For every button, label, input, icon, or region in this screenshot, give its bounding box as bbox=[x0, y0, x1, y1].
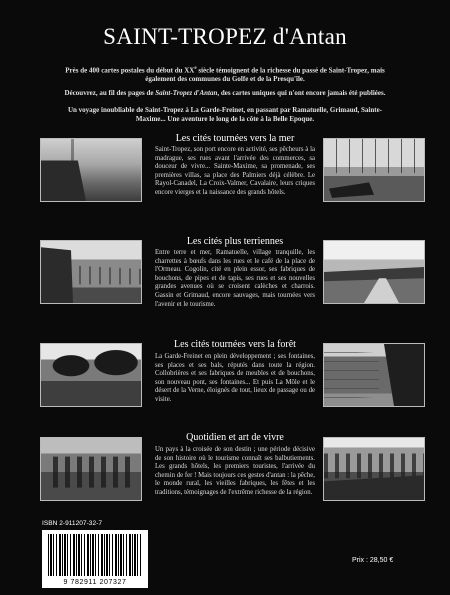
section-text-quotidien: Un pays à la croisée de son destin ; une période décisive de son histoire où le tourisme connaît ses balbutiements. Les grands hôtels, les premiers touristes, l'arrivée du chemin de fer ! Mais toujours ces gestes d'antan : la pêche, le monde rural, les vieilles fabriques, les fêtes et les traditions, témoignages de l'extrême richesse de la région. bbox=[155, 446, 315, 496]
section-mer bbox=[40, 133, 426, 223]
section-terre bbox=[40, 234, 426, 324]
section-text-foret: La Garde-Freinet en plein développement ; ses fontaines, ses places et ses bals, réputés dans toute la région. Collobrières et ses fabriques de meubles et de bouchons, son nouveau pont, ses fontaines... Et puis La Môle et le désert de la Verne, éloignés de tout, lieux de passage ou de visite. bbox=[155, 353, 315, 403]
section-title-quotidien: Quotidien et art de vivre bbox=[186, 432, 284, 443]
title-main: SAINT-TROPEZ bbox=[103, 24, 267, 49]
photo-village-road bbox=[323, 240, 425, 304]
section-title-mer: Les cités tournées vers la mer bbox=[175, 133, 295, 144]
barcode bbox=[42, 530, 148, 588]
barcode-digits: 9 782911 207327 bbox=[63, 579, 127, 586]
isbn-text: ISBN 2-911207-32-7 bbox=[42, 520, 102, 527]
book-title bbox=[0, 24, 450, 50]
section-text-terre: Entre terre et mer, Ramatuelle, village tranquille, les charrettes à bœufs dans les rues et le café de la place de l'Ormeau. Cogolin, cité en plein essor, ses fabriques de bouchons, de pipes et de tapis, ses rues et ses nouvelles grandes avenues où se croisent calèches et charrois. Gassin et Grimaud, encore sauvages, mais tournées vers l'avenir et le tourisme. bbox=[155, 249, 315, 308]
photo-workers-group bbox=[40, 437, 142, 501]
photo-town-street bbox=[323, 343, 425, 407]
photo-fishermen-boat bbox=[323, 437, 425, 501]
section-quotidien bbox=[40, 430, 426, 520]
intro-paragraph-1: Près de 400 cartes postales du début du XXe siècle témoignent de la richesse du passé de Saint-Tropez, mais également des communes du Golfe et de la Presqu'île. bbox=[65, 66, 385, 84]
section-foret bbox=[40, 337, 426, 427]
barcode-block bbox=[42, 520, 148, 588]
photo-village-square bbox=[40, 240, 142, 304]
section-title-terre: Les cités plus terriennes bbox=[186, 236, 284, 247]
barcode-bars bbox=[48, 534, 142, 576]
intro-text bbox=[60, 64, 390, 129]
section-text-mer: Saint-Tropez, son port encore en activité, ses pêcheurs à la madrague, ses rues avant l'arrivée des commerces, sa douceur de vivre... Sainte-Maxime, sa promenade, ses premières villas, sa place des Palmiers déjà célèbre. Le Rayol-Canadel, La Croix-Valmer, Cavalaire, leurs criques encore vierges et la naissance des grands hôtels. bbox=[155, 146, 315, 196]
title-suffix: d'Antan bbox=[266, 24, 347, 49]
section-title-foret: Les cités tournées vers la forêt bbox=[174, 339, 296, 350]
price-label: Prix : 28,50 € bbox=[352, 557, 394, 564]
intro-paragraph-2: Découvrez, au fil des pages de Saint-Tropez d'Antan, des cartes uniques qui n'ont encore jamais été publiées. bbox=[64, 89, 386, 98]
intro-paragraph-3: Un voyage inoubliable de Saint-Tropez à La Garde-Freinet, en passant par Ramatuelle, Grimaud, Sainte-Maxime... Une aventure le long de la côte à la Belle Epoque. bbox=[67, 106, 383, 124]
photo-saint-tropez-street bbox=[40, 138, 142, 202]
photo-forest-gathering bbox=[40, 343, 142, 407]
photo-harbour-boats bbox=[323, 138, 425, 202]
